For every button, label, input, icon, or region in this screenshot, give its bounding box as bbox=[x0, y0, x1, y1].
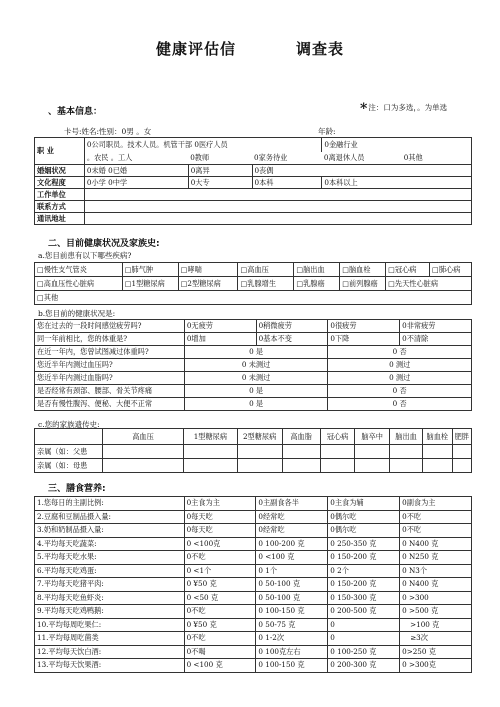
diet-question-text: 13.平均每天饮果酒: bbox=[35, 659, 185, 673]
diet-question-text: 9.平均每天吃鸡鸭鹅: bbox=[35, 605, 185, 619]
status-option[interactable]: 0 测过 bbox=[328, 372, 472, 385]
basic-info-table bbox=[34, 137, 472, 225]
family-disease-header: 1型糖尿病 bbox=[184, 429, 238, 445]
family-table bbox=[34, 428, 472, 473]
diet-question-text: 6.平均每天吃鸡蛋: bbox=[35, 564, 185, 578]
family-relative-label: 亲属（如：父患 bbox=[35, 445, 103, 459]
disease-checkbox[interactable]: □1型糖尿病 bbox=[122, 277, 178, 291]
diet-option[interactable]: 0 2个 bbox=[328, 564, 400, 578]
disease-checkbox[interactable]: □2型糖尿病 bbox=[178, 277, 238, 291]
diet-option[interactable]: 0 250-350 克 bbox=[328, 537, 400, 551]
status-option[interactable]: 0 测过 bbox=[328, 359, 472, 372]
address-label: 通讯地址 bbox=[35, 213, 85, 225]
diet-option[interactable]: 0每天吃 bbox=[184, 510, 256, 524]
status-question: b.您目前的健康状况是: bbox=[38, 309, 116, 318]
diet-option[interactable]: 0 100-150 克 bbox=[256, 605, 328, 619]
status-row bbox=[35, 385, 472, 398]
diet-option[interactable]: 0不吃 bbox=[400, 524, 472, 538]
family-cell[interactable] bbox=[452, 459, 471, 473]
education-opt[interactable]: 0本科以上 bbox=[322, 177, 472, 189]
family-corner bbox=[35, 429, 103, 445]
diet-option[interactable]: 0 >500 克 bbox=[400, 605, 472, 619]
education-opt[interactable]: 0本科 bbox=[252, 177, 322, 189]
diet-option[interactable]: 0副食为主 bbox=[400, 497, 472, 511]
diet-option[interactable]: 0 50-100 克 bbox=[256, 578, 328, 592]
diet-option[interactable]: 0 bbox=[328, 632, 400, 646]
occupation-opt[interactable]: 0公司职员。技术人员。机管干部 0医疗人员 bbox=[84, 138, 322, 152]
disease-checkbox[interactable]: □高血压性心脏病 bbox=[35, 277, 123, 291]
status-table bbox=[34, 319, 472, 411]
status-question-text: 是否有慢性腹泻、便秘、大便不正常 bbox=[35, 398, 185, 411]
status-option[interactable]: 0基本不变 bbox=[256, 333, 328, 346]
diet-row bbox=[35, 632, 472, 646]
occupation-opt[interactable]: 0离退休人员 bbox=[322, 152, 402, 165]
family-cell[interactable] bbox=[355, 459, 390, 473]
diet-option[interactable]: 0每天吃 bbox=[184, 524, 256, 538]
status-option[interactable]: 0不清除 bbox=[400, 333, 472, 346]
disease-table bbox=[34, 262, 472, 305]
diet-question-text: 12.平均每天饮白酒: bbox=[35, 645, 185, 659]
diet-option[interactable]: 0 1-2次 bbox=[256, 632, 328, 646]
health-heading: 二、目前健康状况及家族史: bbox=[48, 239, 160, 249]
page-title bbox=[0, 38, 500, 59]
status-row bbox=[35, 372, 472, 385]
family-cell[interactable] bbox=[390, 445, 423, 459]
marital-opt[interactable]: 0丧偶 bbox=[252, 165, 471, 177]
occupation-opt[interactable]: 0金融行业 bbox=[322, 138, 472, 152]
occupation-opt[interactable]: 0家务待业 bbox=[252, 152, 322, 165]
family-cell[interactable] bbox=[355, 445, 390, 459]
diet-question-text: 8.平均每天吃鱼虾炎: bbox=[35, 591, 185, 605]
diet-option[interactable]: 0主食为主 bbox=[184, 497, 256, 511]
status-row bbox=[35, 346, 472, 359]
card-line bbox=[64, 126, 484, 137]
family-cell[interactable] bbox=[237, 459, 282, 473]
family-cell[interactable] bbox=[320, 459, 355, 473]
diet-option[interactable]: 0 150-300 克 bbox=[328, 591, 400, 605]
family-cell[interactable] bbox=[102, 459, 183, 473]
diet-option[interactable]: 0经常吃 bbox=[256, 524, 328, 538]
status-option[interactable]: 0 是 bbox=[184, 385, 328, 398]
disease-checkbox[interactable]: □冠心病 bbox=[386, 263, 430, 277]
education-opt[interactable]: 0小学 0中学 bbox=[84, 177, 188, 189]
diet-option[interactable]: 0 bbox=[328, 618, 400, 632]
status-option[interactable]: 0非常疲劳 bbox=[400, 320, 472, 333]
diet-row bbox=[35, 537, 472, 551]
title-right: 调查表 bbox=[296, 40, 345, 58]
status-option[interactable]: 0 否 bbox=[328, 398, 472, 411]
diet-option[interactable]: 0经常吃 bbox=[256, 510, 328, 524]
diet-option[interactable]: ≥3次 bbox=[400, 632, 472, 646]
basic-info-heading: 、基本信息： bbox=[48, 107, 103, 117]
age-label: 年龄: bbox=[318, 127, 336, 136]
card-name-gender: 卡号:姓名:性别：0男 。女 bbox=[64, 127, 152, 136]
disease-checkbox[interactable]: □其他 bbox=[35, 291, 472, 305]
diet-option[interactable]: 0 ¥50 克 bbox=[184, 578, 256, 592]
status-question-text: 您近半年内测过血压吗? bbox=[35, 359, 185, 372]
diet-option[interactable]: 0 >300克 bbox=[400, 659, 472, 673]
family-cell[interactable] bbox=[184, 445, 238, 459]
diet-option[interactable]: 0 200-300 克 bbox=[328, 659, 400, 673]
diet-option[interactable]: 0 <100 克 bbox=[256, 551, 328, 565]
diet-row bbox=[35, 497, 472, 511]
diet-option[interactable]: 0不吃 bbox=[184, 551, 256, 565]
status-question-text: 是否经常有颈部、腰部、骨关节疼痛 bbox=[35, 385, 185, 398]
family-disease-header: 高血脂 bbox=[282, 429, 320, 445]
title-left: 健康评估信 bbox=[155, 40, 236, 58]
diet-option[interactable]: 0不吃 bbox=[184, 632, 256, 646]
diet-option[interactable]: 0 100-250 克 bbox=[328, 645, 400, 659]
status-option[interactable]: 0很疲劳 bbox=[328, 320, 400, 333]
diet-option[interactable]: 0 100克左右 bbox=[256, 645, 328, 659]
diet-question-text: 4.平均每天吃蔬菜: bbox=[35, 537, 185, 551]
disease-checkbox[interactable]: □乳腺增生 bbox=[238, 277, 294, 291]
status-option[interactable]: 0稍微疲劳 bbox=[256, 320, 328, 333]
diet-row bbox=[35, 659, 472, 673]
disease-checkbox[interactable]: □慢性支气管炎 bbox=[35, 263, 123, 277]
diet-option[interactable]: 0偶尔吃 bbox=[328, 524, 400, 538]
family-disease-header: 2型糖尿病 bbox=[237, 429, 282, 445]
family-disease-header: 脑血栓 bbox=[423, 429, 453, 445]
diet-option[interactable]: 0 150-200 克 bbox=[328, 578, 400, 592]
diet-option[interactable]: >100 克 bbox=[400, 618, 472, 632]
disease-checkbox[interactable]: □前列腺癌 bbox=[340, 277, 386, 291]
status-option[interactable]: 0 是 bbox=[184, 398, 328, 411]
status-row bbox=[35, 320, 472, 333]
family-cell[interactable] bbox=[390, 459, 423, 473]
diet-row bbox=[35, 551, 472, 565]
contact-label: 联系方式 bbox=[35, 201, 85, 213]
marital-opt[interactable]: 0离异 bbox=[188, 165, 252, 177]
status-question-text: 您在过去的一段时间感觉疲劳吗? bbox=[35, 320, 185, 333]
disease-checkbox[interactable]: □脑出血 bbox=[294, 263, 340, 277]
family-disease-header: 高血压 bbox=[102, 429, 183, 445]
diet-table bbox=[34, 496, 472, 673]
education-opt[interactable]: 0大专 bbox=[188, 177, 252, 189]
family-cell[interactable] bbox=[423, 445, 453, 459]
diet-option[interactable]: 0 ¥50 克 bbox=[184, 618, 256, 632]
family-cell[interactable] bbox=[237, 445, 282, 459]
diet-option[interactable]: 0 N3个 bbox=[400, 564, 472, 578]
occupation-label: 职 业 bbox=[35, 138, 85, 165]
diet-option[interactable]: 0 <100 克 bbox=[184, 659, 256, 673]
marital-label: 婚姻状况 bbox=[35, 165, 85, 177]
contact-field[interactable] bbox=[84, 201, 471, 213]
diet-row bbox=[35, 524, 472, 538]
disease-checkbox[interactable]: □哮喘 bbox=[178, 263, 238, 277]
occupation-opt[interactable]: 0教师 bbox=[188, 152, 252, 165]
family-cell[interactable] bbox=[184, 459, 238, 473]
diet-option[interactable]: 0 <50 克 bbox=[184, 591, 256, 605]
family-disease-header: 冠心病 bbox=[320, 429, 355, 445]
diet-option[interactable]: 0不吃 bbox=[400, 510, 472, 524]
status-option[interactable]: 0无疲劳 bbox=[184, 320, 256, 333]
diet-row bbox=[35, 605, 472, 619]
star-icon: * bbox=[360, 101, 368, 117]
occupation-opt[interactable]: 0其他 bbox=[402, 152, 472, 165]
status-question-text: 在近一年内，您曾试图减过体重吗? bbox=[35, 346, 185, 359]
work-unit-field[interactable] bbox=[84, 189, 471, 201]
disease-checkbox[interactable]: □先天性心脏病 bbox=[386, 277, 472, 291]
diet-row bbox=[35, 618, 472, 632]
family-disease-header: 脑出血 bbox=[390, 429, 423, 445]
diet-option[interactable]: 0 200-500 克 bbox=[328, 605, 400, 619]
diet-option[interactable]: 0 >300 bbox=[400, 591, 472, 605]
status-option[interactable]: 0 未测过 bbox=[184, 372, 328, 385]
diet-question-text: 7.平均每天吃猪平肉: bbox=[35, 578, 185, 592]
diet-row bbox=[35, 564, 472, 578]
diet-option[interactable]: 0 1个 bbox=[256, 564, 328, 578]
diet-question-text: 2.豆腐和豆制品摄入量: bbox=[35, 510, 185, 524]
diet-option[interactable]: 0 N400 克 bbox=[400, 537, 472, 551]
diet-option[interactable]: 0不吃 bbox=[184, 605, 256, 619]
status-option[interactable]: 0 否 bbox=[328, 346, 472, 359]
disease-checkbox[interactable]: □肺气肿 bbox=[122, 263, 178, 277]
address-field[interactable] bbox=[84, 213, 471, 225]
diet-option[interactable]: 0 50-100 克 bbox=[256, 591, 328, 605]
family-disease-header: 脑卒中 bbox=[355, 429, 390, 445]
status-option[interactable]: 0 未测过 bbox=[184, 359, 328, 372]
diet-option[interactable]: 0 <100克 bbox=[184, 537, 256, 551]
diet-heading: 三、膳食营养: bbox=[48, 484, 106, 494]
diet-question-text: 10.平均每周吃果仁: bbox=[35, 618, 185, 632]
family-cell[interactable] bbox=[423, 459, 453, 473]
option-note: *注：口为多选，。为单选 bbox=[360, 101, 448, 117]
status-option[interactable]: 0 是 bbox=[184, 346, 328, 359]
diet-option[interactable]: 0 <1个 bbox=[184, 564, 256, 578]
diet-row bbox=[35, 645, 472, 659]
diet-option[interactable]: 0 150-200 克 bbox=[328, 551, 400, 565]
family-relative-label: 亲属（如：母患 bbox=[35, 459, 103, 473]
diet-question-text: 3.奶和奶制品摄入量: bbox=[35, 524, 185, 538]
status-question-text: 同一年前相比，您的体重是? bbox=[35, 333, 185, 346]
status-option[interactable]: 0增加 bbox=[184, 333, 256, 346]
diet-option[interactable]: 0偶尔吃 bbox=[328, 510, 400, 524]
family-cell[interactable] bbox=[102, 445, 183, 459]
diet-row bbox=[35, 591, 472, 605]
diet-row bbox=[35, 510, 472, 524]
family-question: c.您的家族遗传史: bbox=[38, 420, 100, 429]
diseases-question: a.您目前患有以下哪些疾病? bbox=[38, 251, 132, 260]
disease-checkbox[interactable]: □脑血栓 bbox=[340, 263, 386, 277]
family-cell[interactable] bbox=[320, 445, 355, 459]
marital-opt[interactable]: 0未婚 0已婚 bbox=[84, 165, 188, 177]
diet-option[interactable]: 0 N400 克 bbox=[400, 578, 472, 592]
occupation-opt[interactable]: 。农民 。工人 bbox=[84, 152, 188, 165]
diet-row bbox=[35, 578, 472, 592]
diet-option[interactable]: 0 N250 克 bbox=[400, 551, 472, 565]
diet-option[interactable]: 0主食为辅 bbox=[328, 497, 400, 511]
diet-option[interactable]: 0主副食各半 bbox=[256, 497, 328, 511]
diet-option[interactable]: 0 100-200 克 bbox=[256, 537, 328, 551]
status-option[interactable]: 0下降 bbox=[328, 333, 400, 346]
disease-checkbox[interactable]: □乳腺癌 bbox=[294, 277, 340, 291]
family-disease-header: 肥胖 bbox=[452, 429, 471, 445]
education-label: 文化程度 bbox=[35, 177, 85, 189]
status-row bbox=[35, 398, 472, 411]
work-unit-label: 工作单位 bbox=[35, 189, 85, 201]
disease-checkbox[interactable]: □肺心病 bbox=[430, 263, 472, 277]
status-question-text: 您近半年内测过血脂吗? bbox=[35, 372, 185, 385]
family-cell[interactable] bbox=[452, 445, 471, 459]
diet-question-text: 1.您每日的主副比例: bbox=[35, 497, 185, 511]
status-row bbox=[35, 359, 472, 372]
diet-option[interactable]: 0>250 克 bbox=[400, 645, 472, 659]
diet-question-text: 5.平均每天吃水果: bbox=[35, 551, 185, 565]
diet-question-text: 11.平均每周吃菌类 bbox=[35, 632, 185, 646]
diet-option[interactable]: 0 100-150 克 bbox=[256, 659, 328, 673]
status-row bbox=[35, 333, 472, 346]
diet-option[interactable]: 0不喝 bbox=[184, 645, 256, 659]
family-cell[interactable] bbox=[282, 459, 320, 473]
status-option[interactable]: 0 否 bbox=[328, 385, 472, 398]
diet-option[interactable]: 0 50-75 克 bbox=[256, 618, 328, 632]
disease-checkbox[interactable]: □高血压 bbox=[238, 263, 294, 277]
family-cell[interactable] bbox=[282, 445, 320, 459]
